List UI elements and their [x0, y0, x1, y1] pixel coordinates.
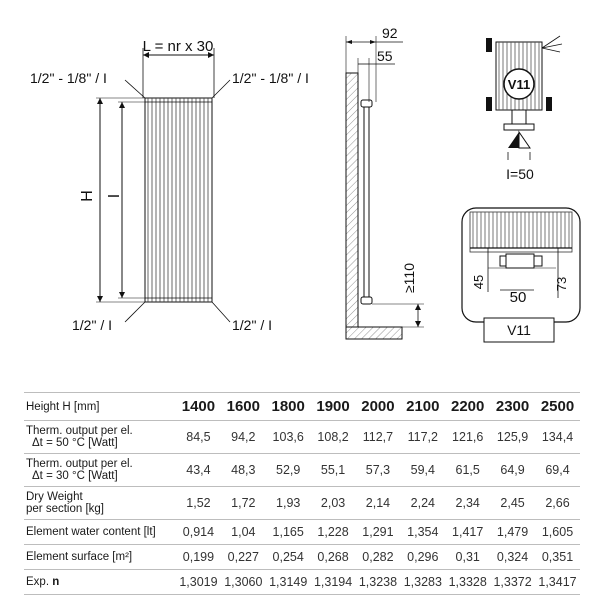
bottom-left-connection: 1/2" / I: [72, 317, 112, 333]
cell: 1,3283: [403, 575, 442, 589]
cell: 1,605: [541, 525, 574, 539]
detail-dim-left: 45: [471, 274, 486, 290]
cell: 0,282: [362, 550, 394, 564]
cell: 1,3149: [269, 575, 308, 589]
bottom-right-connection: 1/2" / I: [232, 317, 272, 333]
cell: 84,5: [186, 430, 211, 444]
height-col: 2300: [495, 398, 530, 415]
cell: 112,7: [362, 430, 394, 444]
cell: 2,14: [365, 496, 391, 510]
table-row: [24, 421, 580, 454]
inner-height-label: I: [106, 193, 123, 199]
cell: 1,417: [452, 525, 484, 539]
row-label: Therm. output per el. Δt = 50 °C [Watt]: [26, 425, 133, 449]
top-left-connection: 1/2" - 1/8" / I: [30, 70, 107, 86]
cell: 1,479: [496, 525, 529, 539]
cell: 1,165: [272, 525, 304, 539]
cell: 0,324: [496, 550, 529, 564]
side-view: [346, 25, 424, 339]
valve-view: [486, 36, 562, 182]
row-label: Element water content [lt]: [26, 526, 156, 538]
table-row: [24, 545, 580, 570]
height-label: H: [79, 190, 96, 202]
cell: 94,2: [231, 430, 256, 444]
height-col: 1400: [181, 398, 216, 415]
height-col: 1900: [316, 398, 350, 415]
floor-distance-label: ≥110: [401, 262, 417, 294]
cell: 2,24: [410, 496, 435, 510]
cell: 52,9: [276, 463, 301, 477]
cell: 1,291: [362, 525, 394, 539]
cell: 2,34: [455, 496, 480, 510]
cell: 1,3328: [448, 575, 487, 589]
cell: 103,6: [272, 430, 304, 444]
cell: 125,9: [496, 430, 529, 444]
cell: 69,4: [545, 463, 570, 477]
row-label: Dry Weight per section [kg]: [26, 491, 104, 515]
cell: 0,351: [541, 550, 574, 564]
cell: 59,4: [410, 463, 435, 477]
top-right-connection: 1/2" - 1/8" / I: [232, 70, 309, 86]
detail-dim-center: 50: [509, 289, 527, 306]
row-label: Element surface [m²]: [26, 551, 133, 563]
cell: 48,3: [231, 463, 256, 477]
cell: 1,72: [231, 496, 256, 510]
depth-inner-label: 55: [377, 48, 393, 64]
length-label: L = nr x 30: [142, 38, 214, 55]
table-row: [24, 487, 580, 520]
valve-pitch-label: I=50: [506, 166, 534, 182]
specification-table: [24, 392, 580, 595]
cell: 55,1: [320, 463, 346, 477]
cell: 43,4: [186, 463, 211, 477]
cell: 1,228: [317, 525, 349, 539]
cell: 61,5: [455, 463, 480, 477]
cell: 121,6: [452, 430, 484, 444]
height-col: 2100: [406, 398, 440, 415]
cell: 1,3194: [313, 575, 353, 589]
cell: 0,296: [407, 550, 439, 564]
cell: 57,3: [365, 463, 391, 477]
height-col: 2000: [361, 398, 395, 415]
cell: 0,227: [227, 550, 259, 564]
row-label: Therm. output per el. Δt = 30 °C [Watt]: [26, 458, 133, 482]
height-col: 2200: [451, 398, 485, 415]
valve-model-badge: V11: [507, 77, 531, 92]
cell: 2,45: [500, 496, 525, 510]
cell: 64,9: [500, 463, 525, 477]
cell: 0,199: [182, 550, 215, 564]
table-header-row: [24, 393, 580, 421]
table-row: [24, 570, 580, 595]
table-row: [24, 454, 580, 487]
height-col: 1600: [226, 398, 260, 415]
cell: 1,04: [231, 525, 256, 539]
cell: 1,3417: [538, 575, 577, 589]
cell: 0,254: [272, 550, 304, 564]
cell: 117,2: [407, 430, 438, 444]
cell: 0,268: [317, 550, 349, 564]
cell: 1,52: [186, 496, 211, 510]
cell: 0,914: [182, 525, 215, 539]
front-view: [30, 38, 309, 333]
cell: 1,3238: [358, 575, 398, 589]
cell: 1,3060: [224, 575, 263, 589]
cell: 1,3372: [493, 575, 532, 589]
table-row: [24, 520, 580, 545]
cell: 0,31: [455, 550, 480, 564]
detail-view: [462, 208, 580, 342]
cell: 2,66: [545, 496, 570, 510]
cell: 134,4: [541, 430, 574, 444]
detail-model-label: V11: [507, 322, 531, 338]
cell: 1,3019: [179, 575, 218, 589]
height-col: 2500: [540, 398, 575, 415]
depth-total-label: 92: [382, 25, 398, 41]
cell: 1,93: [276, 496, 301, 510]
detail-dim-right: 73: [554, 276, 569, 292]
cell: 2,03: [320, 496, 346, 510]
cell: 108,2: [317, 430, 349, 444]
header-label: Height H [mm]: [26, 400, 100, 413]
row-label: Exp. n: [26, 576, 60, 588]
cell: 1,354: [407, 525, 439, 539]
height-col: 1800: [271, 398, 305, 415]
